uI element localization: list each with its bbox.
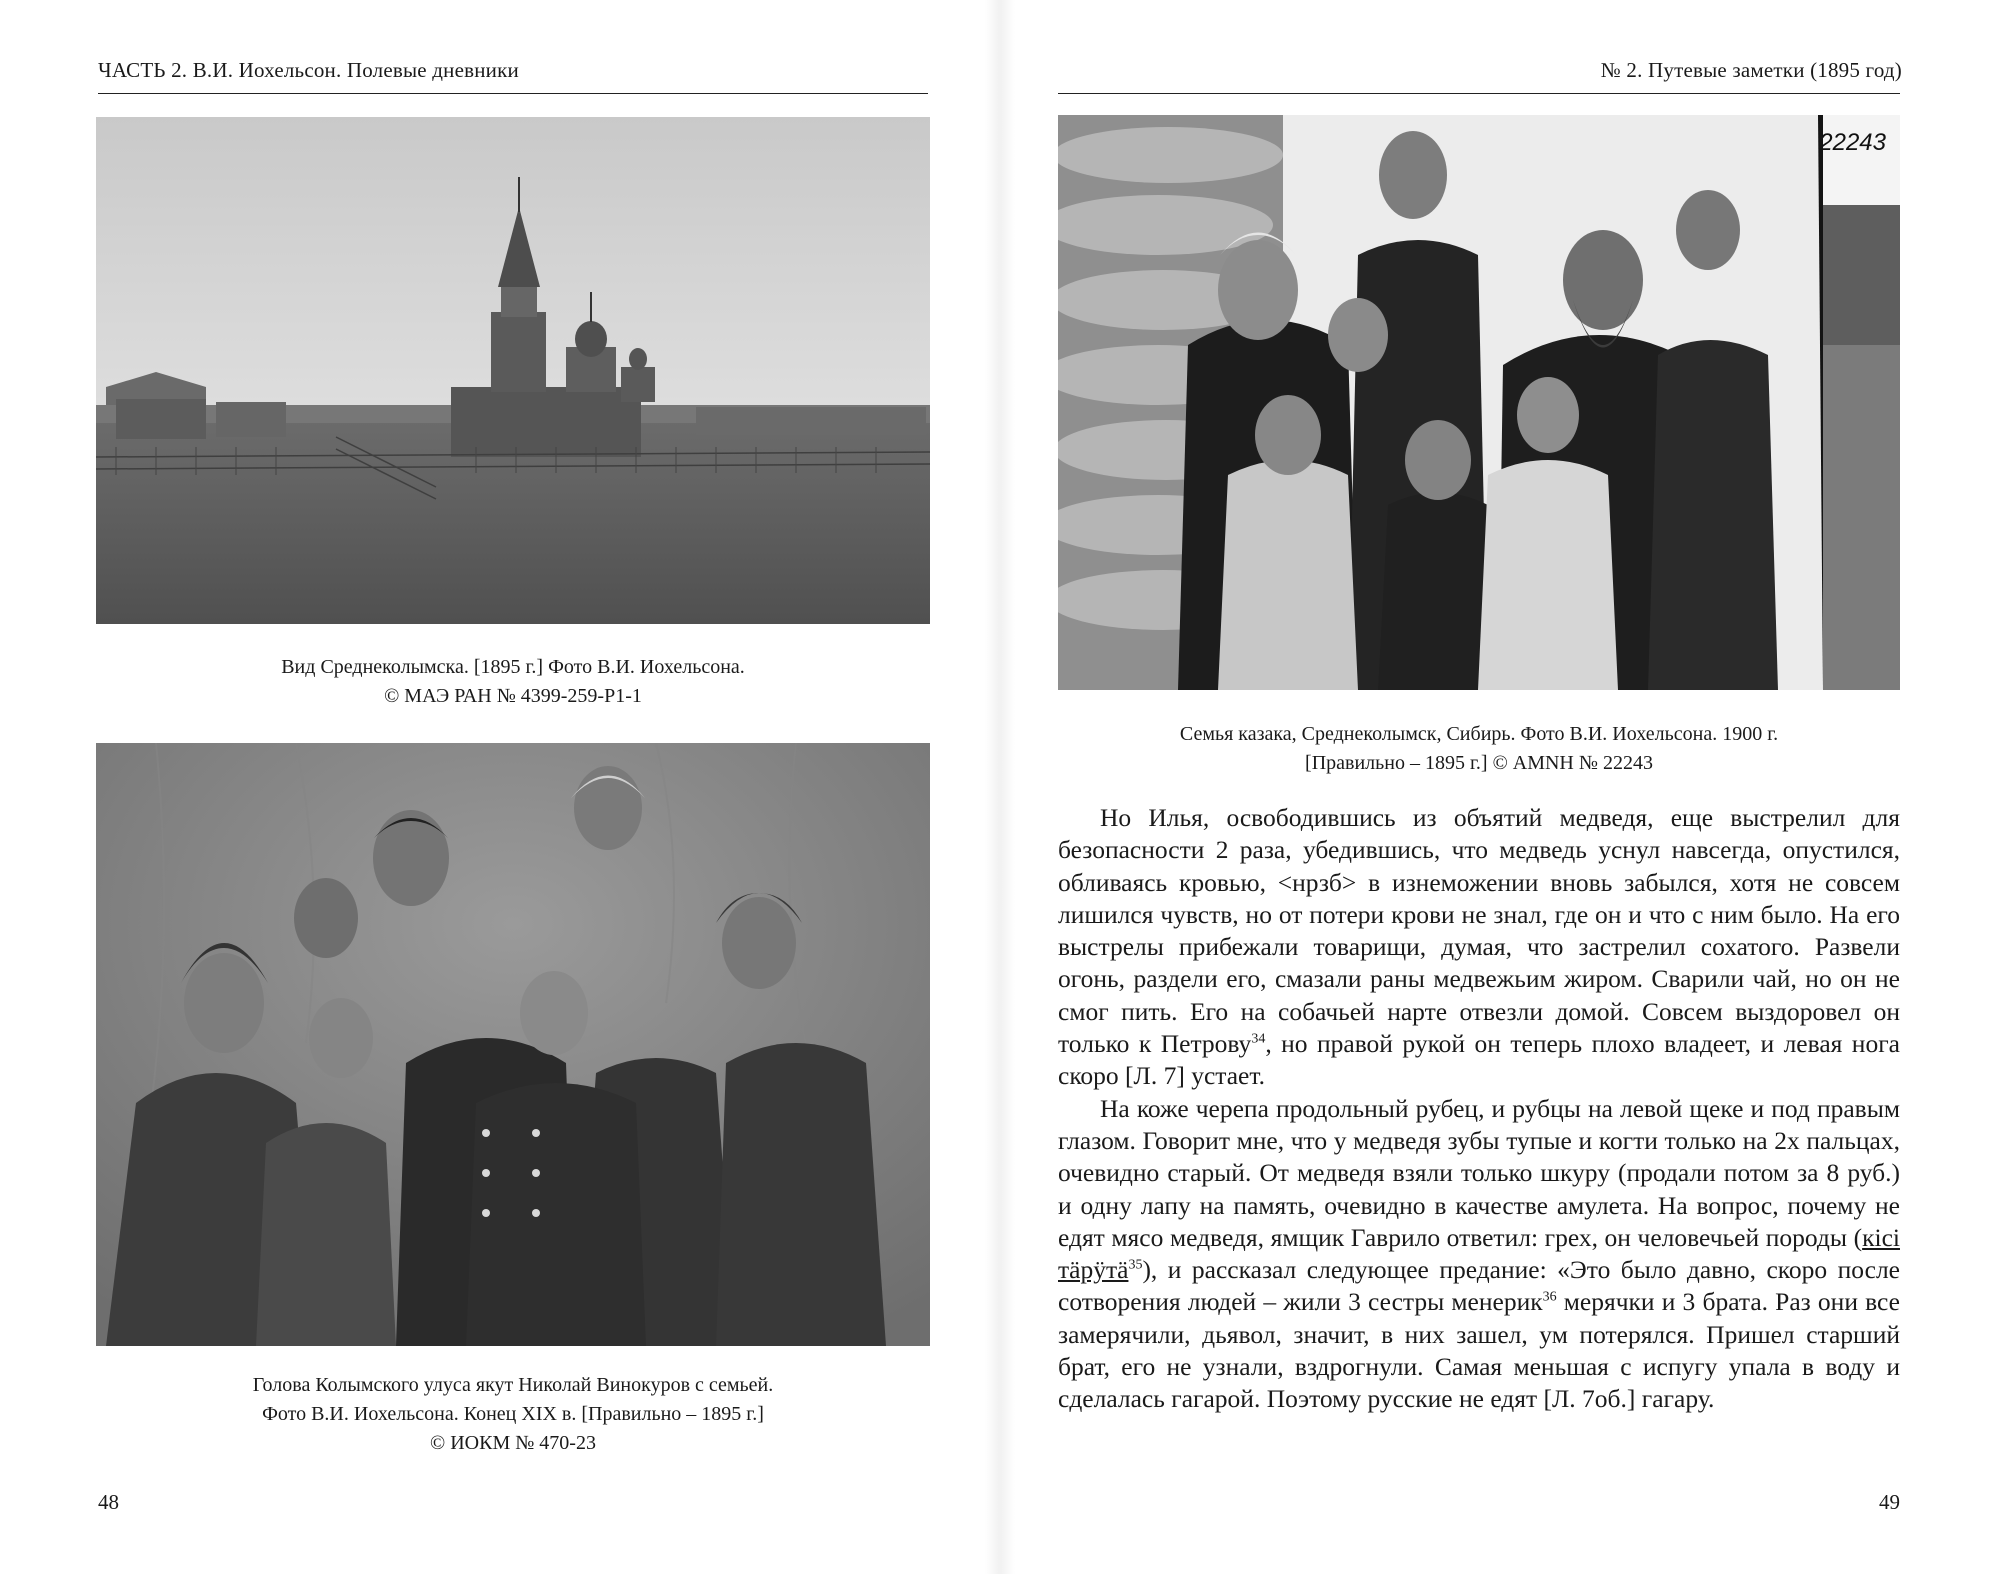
figure-caption-right xyxy=(1058,720,1900,778)
footnote-ref-35[interactable]: 35 xyxy=(1128,1257,1143,1273)
paragraph-1-text-b: , но правой рукой он теперь плохо владеет, и левая нога скоро [Л. 7] устает. xyxy=(1058,1029,1900,1091)
figure2-caption xyxy=(96,1371,930,1458)
paragraph-2-text-a: На коже черепа продольный рубец, и рубцы на левой щеке и под правым глазом. Говорит мне, что у медведя зубы тупые и когти только на 2х пальцах, очевидно старый. От медведя взяли только шкуру (продали потом за 8 руб.) и одну лапу на память, очевидно в качестве амулета. На вопрос, почему не едят мясо медведя, ямщик Гаврило ответил: грех, он человечьей породы ( xyxy=(1058,1093,1900,1252)
figure1-caption-line2: © МАЭ РАН № 4399-259-P1-1 xyxy=(384,685,642,707)
page-number-right: 49 xyxy=(1879,1490,1900,1514)
paragraph-2-text-b: ), и рассказал следующее предание: «Это было давно, скоро после сотворения людей – жили 3 сестры менерик xyxy=(1058,1255,1900,1317)
header-rule-right xyxy=(1058,93,1900,94)
figure1-caption-line1: Вид Среднеколымска. [1895 г.] Фото В.И. Иохельсона. xyxy=(281,656,745,678)
figure2-caption-line1: Голова Колымского улуса якут Николай Винокуров с семьей. xyxy=(252,1374,774,1396)
photo-cossack-family xyxy=(1058,115,1900,690)
yakut-term: кісі тäрÿтä xyxy=(1058,1222,1900,1285)
figure2-caption-line3: © ИОКМ № 470-23 xyxy=(430,1432,596,1454)
footnote-ref-36[interactable]: 36 xyxy=(1542,1289,1557,1305)
paragraph-1-text-a: Но Илья, освободившись из объятий медведя, еще выстрелил для безопасности 2 раза, убедившись, что медведь уснул навсегда, опустился, обливаясь кровью, <нрзб> в изнеможении вновь забылся, хотя не совсем лишился чувств, но от потери крови не знал, где он и что с ним было. На его выстрелы прибежали товарищи, думая, что застрелил сохатого. Развели огонь, раздели его, смазали раны медвежьим жиром. Сварили чай, но он не смог пить. Его на собачьей нарте отвезли домой. Совсем выздоровел он только к Петрову xyxy=(1058,803,1900,1059)
running-head-left: ЧАСТЬ 2. В.И. Иохельсон. Полевые дневники xyxy=(98,58,519,82)
header-rule-left xyxy=(98,93,928,94)
running-head-right: № 2. Путевые заметки (1895 год) xyxy=(1600,58,1902,82)
body-text xyxy=(1058,802,1900,1416)
figure2-caption-line2: Фото В.И. Иохельсона. Конец XIX в. [Правильно – 1895 г.] xyxy=(262,1403,764,1425)
figure-caption-right-line2: [Правильно – 1895 г.] © AMNH № 22243 xyxy=(1305,752,1653,774)
paragraph-2 xyxy=(1058,1093,1900,1416)
paragraph-2-text-c: мерячки и 3 брата. Раз они все замерячили, дьявол, значит, в них зашел, ум потерялся. Пришел старший брат, его не узнали, вздрогнули. Самая меньшая с испугу упала в воду и сделалась гагарой. Поэтому русские не едят [Л. 7об.] гагару. xyxy=(1058,1287,1900,1414)
figure-caption-right-line1: Семья казака, Среднеколымск, Сибирь. Фото В.И. Иохельсона. 1900 г. xyxy=(1179,723,1779,745)
figure1-caption xyxy=(96,653,930,711)
footnote-ref-34[interactable]: 34 xyxy=(1251,1031,1266,1047)
plate-number: 22243 xyxy=(1819,129,1886,156)
right-page xyxy=(1000,0,2000,1574)
photo-yakut-family xyxy=(96,743,930,1346)
photo-village-church xyxy=(96,117,930,624)
paragraph-1 xyxy=(1058,802,1900,1093)
page-number-left: 48 xyxy=(98,1490,119,1514)
